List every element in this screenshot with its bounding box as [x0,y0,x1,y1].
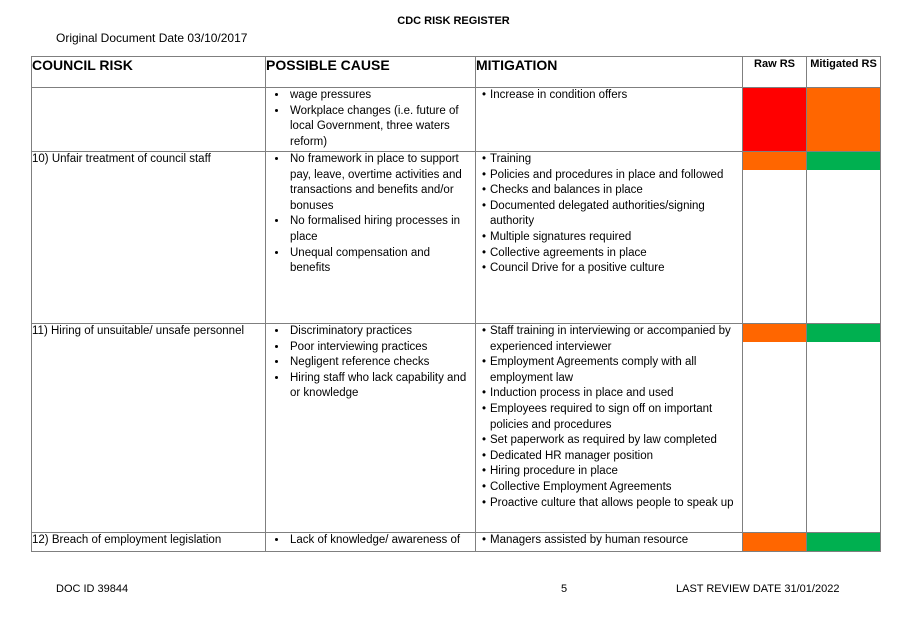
header-council-risk: COUNCIL RISK [32,57,266,88]
mitigation-cell [476,152,743,324]
mitigation-cell [476,533,743,552]
mitigation-item: • Hiring procedure in place [482,464,738,480]
council-risk-cell [32,88,266,152]
mitigation-item: • Dedicated HR manager position [482,449,738,465]
last-review-date: LAST REVIEW DATE 31/01/2022 [676,583,840,595]
mitigated-rs-swatch [807,88,880,151]
raw-rs-swatch [743,533,806,551]
mitigation-item: • Training [482,152,738,168]
mitigated-rs-cell [807,152,881,324]
mitigation-cell [476,324,743,533]
mitigation-item: • Staff training in interviewing or accompanied by experienced interviewer [482,324,738,355]
mitigation-item: • Council Drive for a positive culture [482,261,738,277]
cause-item: • Discriminatory practices [288,324,473,340]
risk-register-table [31,56,881,552]
mitigation-item: • Multiple signatures required [482,230,738,246]
header-mitigation: MITIGATION [476,57,743,88]
mitigation-item: • Proactive culture that allows people to speak up [482,496,738,512]
table-row [32,88,881,152]
header-mitigated-rs: Mitigated RS [807,57,881,88]
original-document-date: Original Document Date 03/10/2017 [56,31,248,45]
mitigated-rs-cell [807,88,881,152]
cause-item: • Negligent reference checks [288,355,473,371]
raw-rs-cell [743,533,807,552]
mitigation-item: • Policies and procedures in place and followed [482,168,738,184]
raw-rs-cell [743,88,807,152]
cause-item: • wage pressures [288,88,473,104]
table-row [32,152,881,324]
mitigated-rs-swatch [807,152,880,170]
cause-list [266,152,475,277]
raw-rs-cell [743,324,807,533]
cause-list [266,324,475,402]
mitigation-list [476,533,742,549]
mitigation-item: • Checks and balances in place [482,183,738,199]
cause-item: • Lack of knowledge/ awareness of [288,533,473,549]
raw-rs-cell [743,152,807,324]
mitigation-list [476,88,742,104]
cause-item: • Unequal compensation and benefits [288,246,473,277]
council-risk-cell: 12) Breach of employment legislation [32,533,266,552]
mitigation-list [476,152,742,277]
mitigation-item: • Managers assisted by human resource [482,533,738,549]
cause-item: • Hiring staff who lack capability and or knowledge [288,371,473,402]
page-number: 5 [561,583,568,595]
document-title: CDC RISK REGISTER [397,15,510,27]
table-row [32,324,881,533]
mitigation-item: • Documented delegated authorities/signing authority [482,199,738,230]
header-possible-cause: POSSIBLE CAUSE [266,57,476,88]
header-raw-rs: Raw RS [743,57,807,88]
table-row [32,533,881,552]
mitigation-item: • Increase in condition offers [482,88,738,104]
mitigated-rs-cell [807,324,881,533]
raw-rs-swatch [743,88,806,151]
doc-id: DOC ID 39844 [56,583,129,595]
mitigation-item: • Induction process in place and used [482,386,738,402]
cause-list [266,88,475,150]
mitigation-item: • Collective Employment Agreements [482,480,738,496]
council-risk-cell: 11) Hiring of unsuitable/ unsafe personnel [32,324,266,533]
mitigation-item: • Employees required to sign off on important policies and procedures [482,402,738,433]
cause-item: • Workplace changes (i.e. future of local Government, three waters reform) [288,104,473,151]
possible-cause-cell [266,88,476,152]
raw-rs-swatch [743,152,806,170]
possible-cause-cell [266,152,476,324]
mitigation-item: • Set paperwork as required by law completed [482,433,738,449]
mitigated-rs-swatch [807,324,880,342]
mitigated-rs-cell [807,533,881,552]
raw-rs-swatch [743,324,806,342]
mitigation-list [476,324,742,511]
council-risk-cell: 10) Unfair treatment of council staff [32,152,266,324]
mitigation-item: • Employment Agreements comply with all employment law [482,355,738,386]
cause-list [266,533,475,549]
cause-item: • No formalised hiring processes in place [288,214,473,245]
possible-cause-cell [266,533,476,552]
mitigation-item: • Collective agreements in place [482,246,738,262]
mitigation-cell [476,88,743,152]
possible-cause-cell [266,324,476,533]
cause-item: • No framework in place to support pay, leave, overtime activities and transactions and benefits and/or bonuses [288,152,473,214]
mitigated-rs-swatch [807,533,880,551]
cause-item: • Poor interviewing practices [288,340,473,356]
